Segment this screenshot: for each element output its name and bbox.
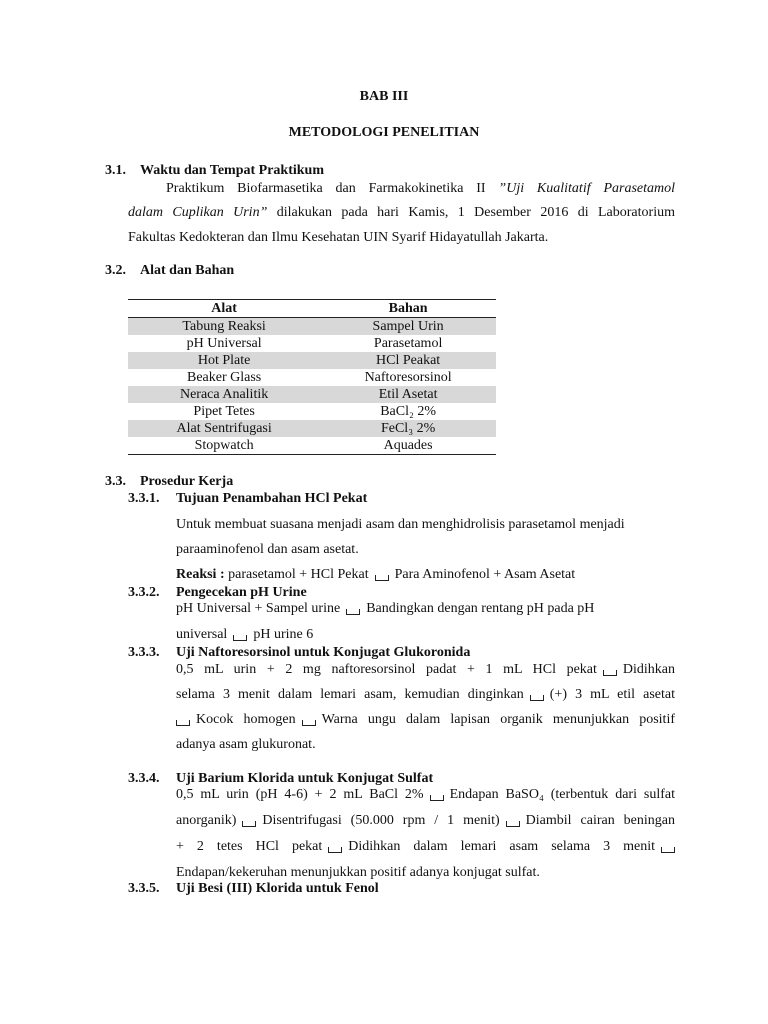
- paragraph-text: 0,5 mL urin + 2 mg naftoresorsinol padat + 1 mL HCl pekat: [176, 662, 597, 678]
- subsection-number: 3.3.1.: [128, 491, 160, 506]
- paragraph-line: [128, 205, 675, 221]
- table-row: [128, 403, 496, 420]
- section-number: 3.1.: [105, 163, 126, 178]
- paragraph-text: anorganik): [176, 813, 237, 829]
- reaction-label: Reaksi :: [176, 567, 225, 583]
- paragraph-text: (+) 3 mL etil asetat: [549, 687, 675, 703]
- table-cell: Aquades: [320, 437, 496, 455]
- paragraph-text-italic: ”Uji Kualitatif Parasetamol: [498, 181, 675, 196]
- table-cell: Beaker Glass: [186, 369, 262, 385]
- paragraph-text: Diambil cairan beningan: [525, 813, 675, 829]
- paragraph-line: [176, 687, 675, 703]
- paragraph-text: pH Universal + Sampel urine: [176, 601, 341, 617]
- table-row: [128, 369, 496, 386]
- subsection-heading: Pengecekan pH Urine: [176, 585, 307, 600]
- chapter-label: BAB III: [359, 89, 409, 104]
- table-cell: Naftoresorsinol: [364, 369, 452, 385]
- subsection-number: 3.3.4.: [128, 771, 160, 786]
- table-cell: FeCl₃ 2%: [320, 420, 496, 437]
- arrow-icon: [242, 813, 256, 829]
- paragraph-text-italic: dalam Cuplikan Urin”: [128, 205, 268, 220]
- paragraph-text: + 2 tetes HCl pekat: [176, 839, 323, 855]
- paragraph-text: Warna ungu dalam lapisan organik menunjukkan positif: [321, 712, 675, 728]
- table-cell: Neraca Analitik: [128, 386, 320, 403]
- paragraph-text: Praktikum Biofarmasetika dan Farmakokinetika II: [166, 181, 499, 196]
- paragraph-text: universal: [176, 627, 228, 643]
- arrow-icon: [430, 787, 444, 803]
- equipment-materials-table: [128, 299, 496, 455]
- subsection-heading: Tujuan Penambahan HCl Pekat: [176, 491, 368, 506]
- section-heading: Prosedur Kerja: [140, 474, 234, 489]
- subsection-number: 3.3.3.: [128, 645, 160, 660]
- arrow-icon: [530, 687, 544, 703]
- arrow-icon: [346, 601, 360, 617]
- paragraph-text: Disentrifugasi (50.000 rpm / 1 menit): [262, 813, 500, 829]
- paragraph-text: Endapan BaSO₄ (terbentuk dari sulfat: [449, 787, 675, 803]
- arrow-icon: [506, 813, 520, 829]
- paragraph-line: paraaminofenol dan asam asetat.: [176, 542, 359, 557]
- subsection-heading: Uji Barium Klorida untuk Konjugat Sulfat: [176, 771, 434, 786]
- paragraph-text: pH urine 6: [253, 627, 314, 643]
- paragraph-line: [176, 839, 675, 855]
- table-cell: pH Universal: [186, 335, 262, 351]
- arrow-icon: [661, 839, 675, 855]
- arrow-icon: [176, 712, 190, 728]
- reaction-text: Para Aminofenol + Asam Asetat: [394, 567, 576, 583]
- paragraph-line: Untuk membuat suasana menjadi asam dan menghidrolisis parasetamol menjadi: [176, 517, 625, 532]
- paragraph-line: [176, 787, 675, 803]
- table-cell: Tabung Reaksi: [128, 318, 320, 336]
- paragraph-line: [176, 601, 594, 617]
- paragraph-line: [176, 813, 675, 829]
- table-cell: Sampel Urin: [320, 318, 496, 336]
- table-cell: Hot Plate: [128, 352, 320, 369]
- paragraph-text: selama 3 menit dalam lemari asam, kemudian dinginkan: [176, 687, 524, 703]
- paragraph-text: dilakukan pada hari Kamis, 1 Desember 2016 di Laboratorium: [267, 205, 675, 220]
- column-header-bahan: Bahan: [320, 300, 496, 318]
- table-cell: Stopwatch: [128, 437, 320, 455]
- subsection-number: 3.3.5.: [128, 881, 160, 896]
- paragraph-line: adanya asam glukuronat.: [176, 737, 316, 752]
- table-cell: Pipet Tetes: [193, 403, 255, 419]
- table-row: [128, 386, 496, 403]
- table-cell: BaCl₂ 2%: [380, 403, 437, 419]
- column-header-alat: Alat: [128, 300, 320, 318]
- table-row: [128, 318, 496, 336]
- paragraph-line: Fakultas Kedokteran dan Ilmu Kesehatan UIN Syarif Hidayatullah Jakarta.: [128, 230, 549, 245]
- arrow-icon: [375, 567, 389, 583]
- paragraph-text: Bandingkan dengan rentang pH pada pH: [366, 601, 595, 617]
- section-heading: Waktu dan Tempat Praktikum: [140, 163, 324, 178]
- paragraph-line: [176, 627, 313, 643]
- table-row: [128, 335, 496, 352]
- table-row: [128, 420, 496, 437]
- section-number: 3.3.: [105, 474, 126, 489]
- paragraph-line: [166, 181, 675, 197]
- table-row: [128, 437, 496, 455]
- subsection-heading: Uji Besi (III) Klorida untuk Fenol: [176, 881, 379, 896]
- paragraph-text: Didihkan: [622, 662, 675, 678]
- section-number: 3.2.: [105, 263, 126, 278]
- table-cell: HCl Peakat: [320, 352, 496, 369]
- arrow-icon: [603, 662, 617, 678]
- paragraph-text: Didihkan dalam lemari asam selama 3 menit: [348, 839, 655, 855]
- paragraph-line: Endapan/kekeruhan menunjukkan positif adanya konjugat sulfat.: [176, 865, 540, 880]
- section-heading: Alat dan Bahan: [140, 263, 235, 278]
- arrow-icon: [302, 712, 316, 728]
- table-cell: Etil Asetat: [320, 386, 496, 403]
- reaction-line: [176, 567, 575, 583]
- paragraph-line: [176, 662, 675, 678]
- reaction-text: parasetamol + HCl Pekat: [224, 567, 369, 583]
- paragraph-line: [176, 712, 675, 728]
- paragraph-text: 0,5 mL urin (pH 4-6) + 2 mL BaCl 2%: [176, 787, 424, 803]
- arrow-icon: [233, 627, 247, 643]
- subsection-number: 3.3.2.: [128, 585, 160, 600]
- subsection-heading: Uji Naftoresorsinol untuk Konjugat Glukoronida: [176, 645, 471, 660]
- page-title: METODOLOGI PENELITIAN: [288, 125, 480, 140]
- table-cell: Parasetamol: [373, 335, 443, 351]
- table-cell: Alat Sentrifugasi: [128, 420, 320, 437]
- paragraph-text: Kocok homogen: [196, 712, 296, 728]
- table-row: [128, 352, 496, 369]
- arrow-icon: [328, 839, 342, 855]
